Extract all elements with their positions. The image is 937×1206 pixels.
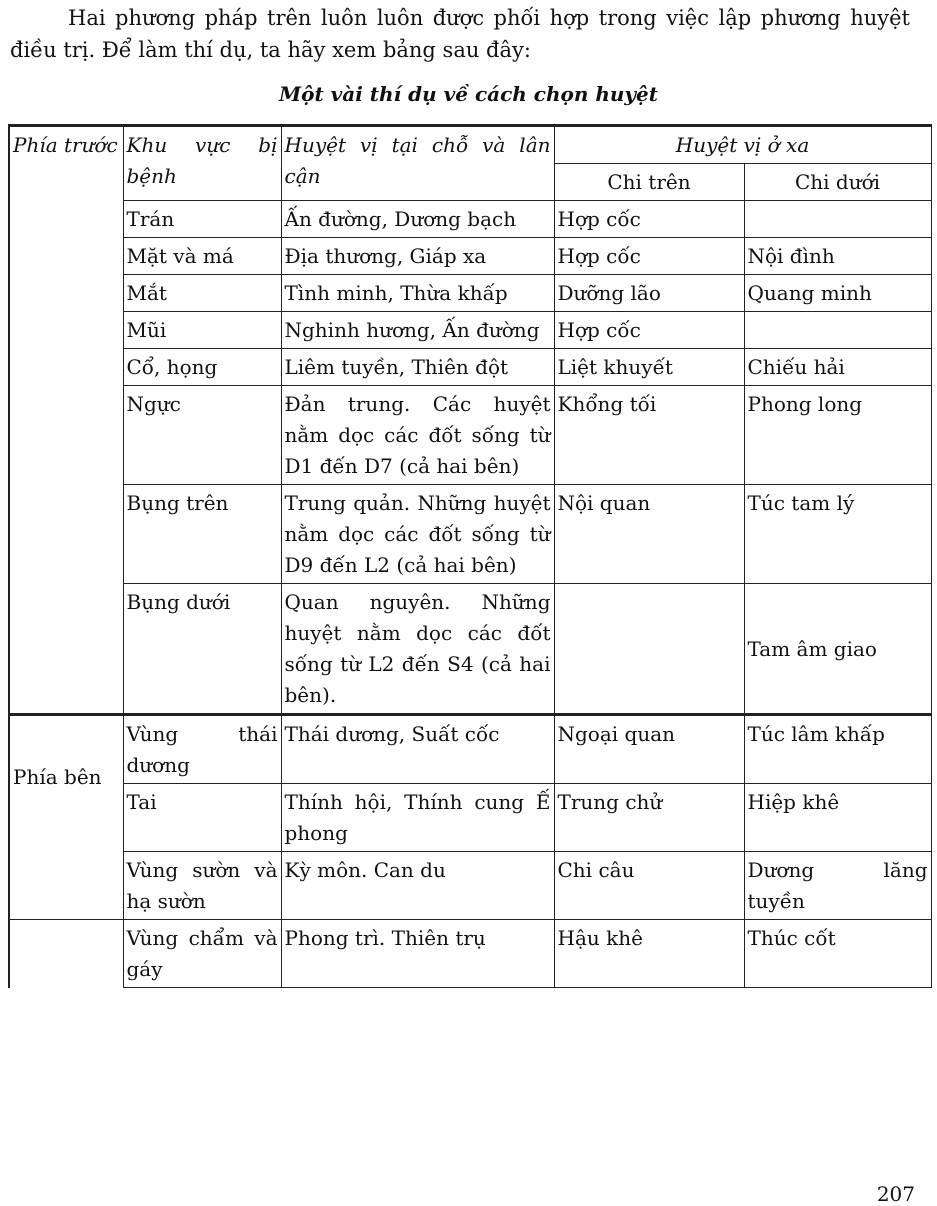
cell-upper: Hậu khê <box>554 920 744 988</box>
cell-lower: Quang minh <box>744 275 931 312</box>
cell-local: Tình minh, Thừa khấp <box>281 275 554 312</box>
cell-upper: Hợp cốc <box>554 312 744 349</box>
cell-area: Ngực <box>123 386 281 485</box>
cell-lower: Thúc cốt <box>744 920 931 988</box>
table-row <box>9 275 931 312</box>
table-row <box>9 920 931 988</box>
cell-upper: Ngoại quan <box>554 715 744 784</box>
table-row <box>9 485 931 584</box>
header-local: Huyệt vị tại chỗ và lân cận <box>281 126 554 201</box>
cell-local: Trung quản. Những huyệt nằm dọc các đốt sống từ D9 đến L2 (cả hai bên) <box>281 485 554 584</box>
cell-lower: Chiếu hải <box>744 349 931 386</box>
table-row <box>9 386 931 485</box>
cell-local: Phong trì. Thiên trụ <box>281 920 554 988</box>
region-front: Phía trước <box>9 126 123 715</box>
header-area: Khu vực bị bệnh <box>123 126 281 201</box>
region-side: Phía bên <box>9 715 123 920</box>
cell-local: Quan nguyên. Những huyệt nằm dọc các đốt sống từ L2 đến S4 (cả hai bên). <box>281 584 554 715</box>
cell-lower: Tam âm giao <box>744 584 931 715</box>
cell-upper: Chi câu <box>554 852 744 920</box>
cell-upper: Hợp cốc <box>554 238 744 275</box>
table-row <box>9 715 931 784</box>
region-empty-cell <box>9 920 123 988</box>
cell-upper: Dưỡng lão <box>554 275 744 312</box>
header-upper-limb: Chi trên <box>554 164 744 201</box>
header-distant: Huyệt vị ở xa <box>554 126 931 164</box>
cell-lower: Hiệp khê <box>744 784 931 852</box>
cell-lower: Túc lâm khấp <box>744 715 931 784</box>
cell-lower: Dương lăng tuyền <box>744 852 931 920</box>
table-row <box>9 349 931 386</box>
cell-upper <box>554 584 744 715</box>
table-caption: Một vài thí dụ về cách chọn huyệt <box>278 82 658 106</box>
page-number: 207 <box>876 1182 915 1206</box>
cell-lower: Túc tam lý <box>744 485 931 584</box>
acupoint-table <box>8 124 932 988</box>
cell-lower <box>744 312 931 349</box>
cell-local: Địa thương, Giáp xa <box>281 238 554 275</box>
table-row <box>9 852 931 920</box>
table-row <box>9 312 931 349</box>
cell-local: Nghinh hương, Ấn đường <box>281 312 554 349</box>
cell-local: Thái dương, Suất cốc <box>281 715 554 784</box>
cell-area: Mũi <box>123 312 281 349</box>
cell-upper: Trung chử <box>554 784 744 852</box>
cell-local: Liêm tuyền, Thiên đột <box>281 349 554 386</box>
cell-lower: Nội đình <box>744 238 931 275</box>
table-row <box>9 238 931 275</box>
cell-upper: Khổng tối <box>554 386 744 485</box>
cell-upper: Hợp cốc <box>554 201 744 238</box>
cell-area: Vùng chẩm và gáy <box>123 920 281 988</box>
cell-area: Cổ, họng <box>123 349 281 386</box>
cell-upper: Nội quan <box>554 485 744 584</box>
cell-area: Mặt và má <box>123 238 281 275</box>
cell-local: Thính hội, Thính cung Ế phong <box>281 784 554 852</box>
cell-lower: Phong long <box>744 386 931 485</box>
cell-area: Vùng sườn và hạ sườn <box>123 852 281 920</box>
cell-area: Bụng dưới <box>123 584 281 715</box>
cell-local: Đản trung. Các huyệt nằm dọc các đốt sống từ D1 đến D7 (cả hai bên) <box>281 386 554 485</box>
cell-area: Bụng trên <box>123 485 281 584</box>
cell-area: Tai <box>123 784 281 852</box>
cell-local: Kỳ môn. Can du <box>281 852 554 920</box>
cell-area: Vùng thái dương <box>123 715 281 784</box>
cell-local: Ấn đường, Dương bạch <box>281 201 554 238</box>
cell-upper: Liệt khuyết <box>554 349 744 386</box>
cell-area: Trán <box>123 201 281 238</box>
header-lower-limb: Chi dưới <box>744 164 931 201</box>
table-row <box>9 201 931 238</box>
table-header-row <box>9 126 931 164</box>
table-row <box>9 784 931 852</box>
cell-lower <box>744 201 931 238</box>
table-row <box>9 584 931 715</box>
intro-paragraph: Hai phương pháp trên luôn luôn được phối hợp trong việc lập phương huyệt điều trị. Để làm thí dụ, ta hãy xem bảng sau đây: <box>10 6 910 62</box>
cell-area: Mắt <box>123 275 281 312</box>
